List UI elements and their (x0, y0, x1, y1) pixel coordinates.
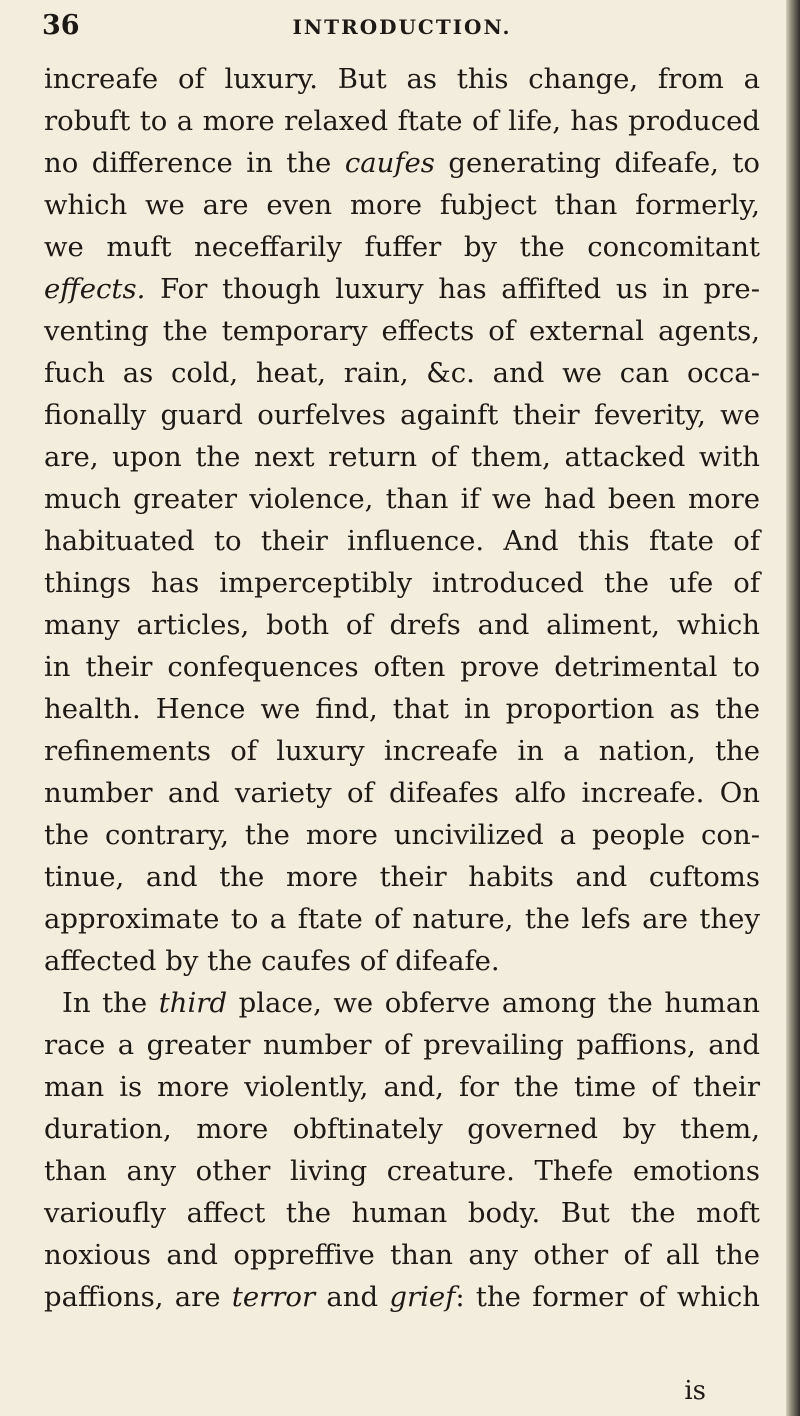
text-line: than any other living creature. Thefe emotions (44, 1155, 760, 1187)
text-line: many articles, both of drefs and aliment, which (44, 609, 760, 641)
text-line: approximate to a ftate of nature, the lefs are they (44, 903, 760, 935)
text-line: health. Hence we find, that in proportion as the (44, 693, 760, 725)
text-line: venting the temporary effects of external agents, (44, 315, 760, 347)
text-line: effects. For though luxury has affifted us in pre- (44, 273, 760, 305)
text-line: fionally guard ourfelves againft their feverity, we (44, 399, 760, 431)
italic-word: effects. (44, 273, 146, 305)
italic-word: caufes (344, 147, 435, 179)
text-line: no difference in the caufes generating difeafe, to (44, 147, 760, 179)
italic-word: terror (231, 1281, 316, 1313)
text-line: noxious and oppreffive than any other of all the (44, 1239, 760, 1271)
text-line: which we are even more fubject than formerly, (44, 189, 760, 221)
page-edge-shadow (786, 0, 800, 1416)
text-line: we muft neceffarily fuffer by the concomitant (44, 231, 760, 263)
body-text (44, 58, 760, 1318)
catchword: is (684, 1376, 706, 1406)
text-line: duration, more obftinately governed by them, (44, 1113, 760, 1145)
text-line: paffions, are terror and grief: the former of which (44, 1281, 760, 1313)
text-line: affected by the caufes of difeafe. (44, 945, 500, 977)
page-header (42, 10, 762, 50)
page-number: 36 (42, 10, 80, 41)
text-line: the contrary, the more uncivilized a people con- (44, 819, 760, 851)
text-line: are, upon the next return of them, attacked with (44, 441, 760, 473)
italic-word: grief (389, 1281, 456, 1313)
text-line: things has imperceptibly introduced the ufe of (44, 567, 760, 599)
text-line: habituated to their influence. And this ftate of (44, 525, 760, 557)
text-line: race a greater number of prevailing paffions, and (44, 1029, 760, 1061)
text-line: number and variety of difeafes alfo increafe. On (44, 777, 760, 809)
italic-word: third (158, 987, 228, 1019)
text-line: tinue, and the more their habits and cuftoms (44, 861, 760, 893)
text-line: in their confequences often prove detrimental to (44, 651, 760, 683)
text-line: robuft to a more relaxed ftate of life, has produced (44, 105, 760, 137)
text-line: refinements of luxury increafe in a nation, the (44, 735, 760, 767)
text-line: increafe of luxury. But as this change, from a (44, 63, 760, 95)
text-line: In the third place, we obferve among the human (62, 987, 760, 1019)
text-line: fuch as cold, heat, rain, &c. and we can occa- (44, 357, 760, 389)
running-head: INTRODUCTION. (292, 15, 512, 39)
text-line: varioufly affect the human body. But the moft (44, 1197, 760, 1229)
text-line: man is more violently, and, for the time of their (44, 1071, 760, 1103)
text-line: much greater violence, than if we had been more (44, 483, 760, 515)
